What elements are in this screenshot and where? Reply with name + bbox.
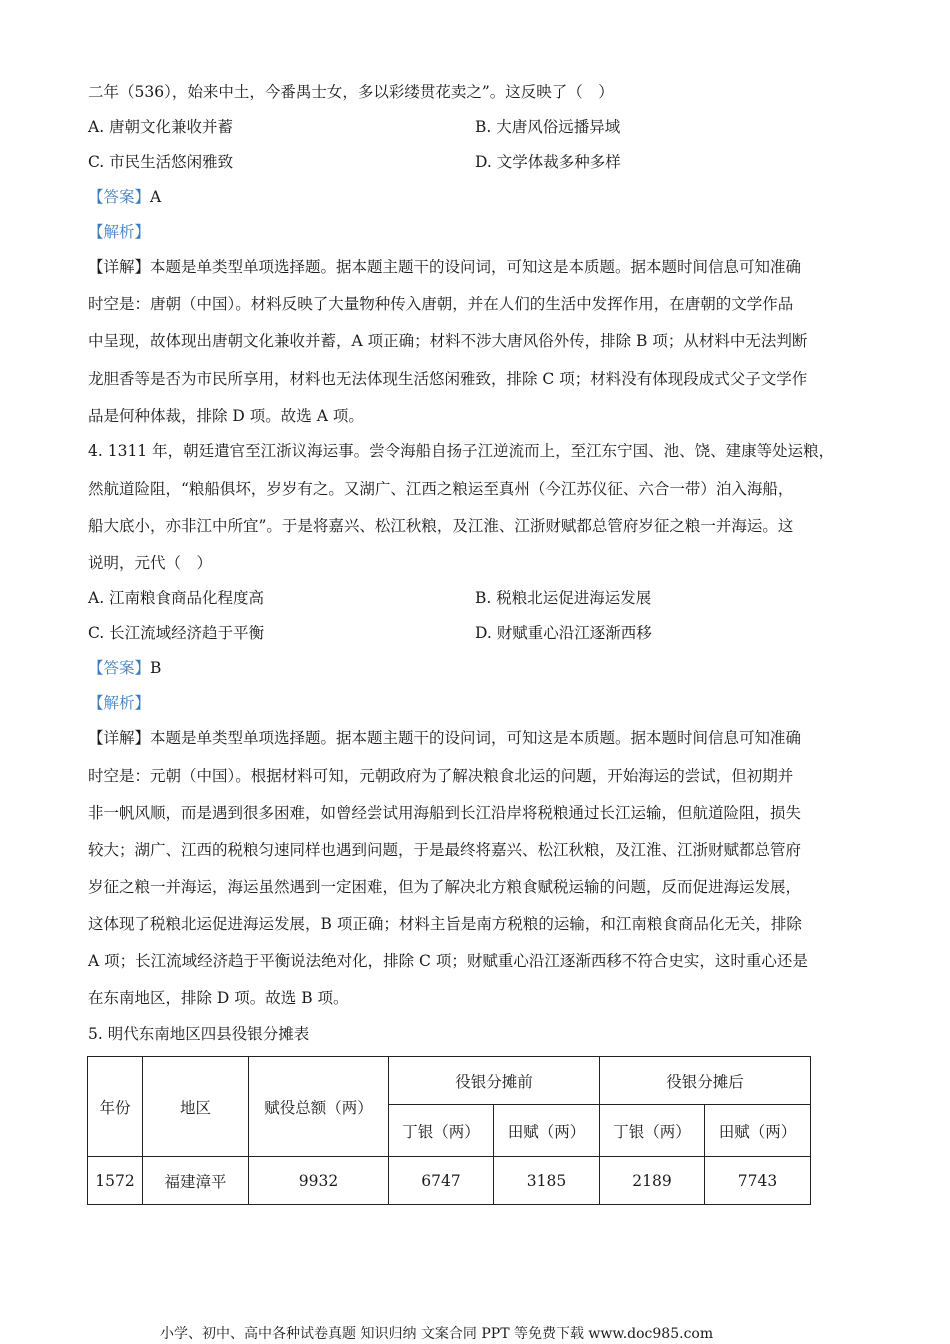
detail-tag: 【详解】 (88, 258, 151, 276)
q4-detail-line: 这体现了税粮北运促进海运发展，B 项正确；材料主旨是南方税粮的运输，和江南粮食商品化无关，排除 (88, 915, 802, 933)
q4-option-d: D. 财赋重心沿江逐渐西移 (475, 624, 652, 642)
q3-detail-line: 中呈现，故体现出唐朝文化兼收并蓄，A 项正确；材料不涉大唐风俗外传，排除 B 项；从材料中无法判断 (88, 332, 808, 350)
q4-option-a: A. 江南粮食商品化程度高 (88, 589, 265, 607)
header-after: 役银分摊后 (600, 1057, 811, 1105)
header-region: 地区 (143, 1057, 249, 1157)
q4-detail-line: 时空是：元朝（中国）。根据材料可知，元朝政府为了解决粮食北运的问题，开始海运的尝试，但初期并 (88, 767, 794, 785)
header-tian-after: 田赋（两） (705, 1105, 811, 1157)
q4-stem-line: 4. 1311 年，朝廷遣官至江浙议海运事。尝令海船自扬子江逆流而上，至江东宁国、池、饶、建康等处运粮， (88, 442, 835, 460)
q3-analysis-tag (88, 222, 150, 242)
q4-detail-line: 较大；湖广、江西的税粮匀速同样也遇到问题，于是最终将嘉兴、松江秋粮，及江淮、江浙财赋都总管府 (88, 841, 802, 859)
cell-ding-after: 2189 (600, 1157, 705, 1205)
answer-tag: 【答案】 (88, 188, 151, 206)
q3-stem-tail: 二年（536），始来中土，今番禺士女，多以彩缕贯花卖之”。这反映了（ ） (88, 83, 614, 101)
q3-option-c: C. 市民生活悠闲雅致 (88, 153, 234, 171)
q3-option-b: B. 大唐风俗远播异域 (475, 118, 621, 136)
cell-tian-before: 3185 (494, 1157, 600, 1205)
q4-detail-line: 非一帆风顺，而是遇到很多困难，如曾经尝试用海船到长江沿岸将税粮通过长江运输，但航道险阻，损失 (88, 804, 802, 822)
table-row (88, 1157, 811, 1205)
q4-answer (88, 658, 161, 678)
analysis-tag: 【解析】 (88, 223, 151, 241)
header-ding-before: 丁银（两） (389, 1105, 494, 1157)
cell-tian-after: 7743 (705, 1157, 811, 1205)
q3-answer (88, 187, 161, 207)
header-total: 赋役总额（两） (249, 1057, 389, 1157)
cell-total: 9932 (249, 1157, 389, 1205)
header-before: 役银分摊前 (389, 1057, 600, 1105)
q3-option-d: D. 文学体裁多种多样 (475, 153, 621, 171)
header-tian-before: 田赋（两） (494, 1105, 600, 1157)
q4-stem-line: 说明，元代（ ） (88, 554, 213, 572)
q3-detail-line (88, 257, 801, 277)
answer-value: B (150, 659, 162, 677)
detail-text: 本题是单类型单项选择题。据本题主题干的设问词，可知这是本质题。据本题时间信息可知准确 (150, 258, 802, 276)
answer-value: A (150, 188, 162, 206)
q4-detail-line: 在东南地区，排除 D 项。故选 B 项。 (88, 989, 349, 1007)
footer-note: 小学、初中、高中各种试卷真题 知识归纳 文案合同 PPT 等免费下载 www.doc985.com (160, 1326, 714, 1342)
header-year: 年份 (88, 1057, 143, 1157)
q4-stem-line: 船大底小，亦非江中所宜”。于是将嘉兴、松江秋粮，及江淮、江浙财赋都总管府岁征之粮一并海运。这 (88, 517, 794, 535)
cell-year: 1572 (88, 1157, 143, 1205)
q4-detail-line (88, 728, 801, 748)
q3-detail-line: 时空是：唐朝（中国）。材料反映了大量物种传入唐朝，并在人们的生活中发挥作用，在唐朝的文学作品 (88, 295, 794, 313)
detail-text: 本题是单类型单项选择题。据本题主题干的设问词，可知这是本质题。据本题时间信息可知准确 (150, 729, 802, 747)
q3-detail-line: 品是何种体裁，排除 D 项。故选 A 项。 (88, 407, 364, 425)
q4-option-c: C. 长江流域经济趋于平衡 (88, 624, 265, 642)
q4-stem-line: 然航道险阻，“粮船俱坏，岁岁有之。又湖广、江西之粮运至真州（今江苏仪征、六合一带）泊入海船， (88, 480, 794, 498)
q3-detail-line: 龙胆香等是否为市民所享用，材料也无法体现生活悠闲雅致，排除 C 项；材料没有体现段成式父子文学作 (88, 370, 808, 388)
cell-ding-before: 6747 (389, 1157, 494, 1205)
q4-detail-line: 岁征之粮一并海运，海运虽然遇到一定困难，但为了解决北方粮食赋税运输的问题，反而促进海运发展， (88, 878, 802, 896)
q4-analysis-tag (88, 693, 150, 713)
q3-option-a: A. 唐朝文化兼收并蓄 (88, 118, 234, 136)
answer-tag: 【答案】 (88, 659, 151, 677)
header-ding-after: 丁银（两） (600, 1105, 705, 1157)
tax-table (87, 1056, 811, 1205)
cell-region: 福建漳平 (143, 1157, 249, 1205)
q4-option-b: B. 税粮北运促进海运发展 (475, 589, 652, 607)
q4-detail-line: A 项；长江流域经济趋于平衡说法绝对化，排除 C 项；财赋重心沿江逐渐西移不符合史实，这时重心还是 (88, 952, 808, 970)
q5-title: 5. 明代东南地区四县役银分摊表 (88, 1025, 310, 1043)
analysis-tag: 【解析】 (88, 694, 151, 712)
detail-tag: 【详解】 (88, 729, 151, 747)
